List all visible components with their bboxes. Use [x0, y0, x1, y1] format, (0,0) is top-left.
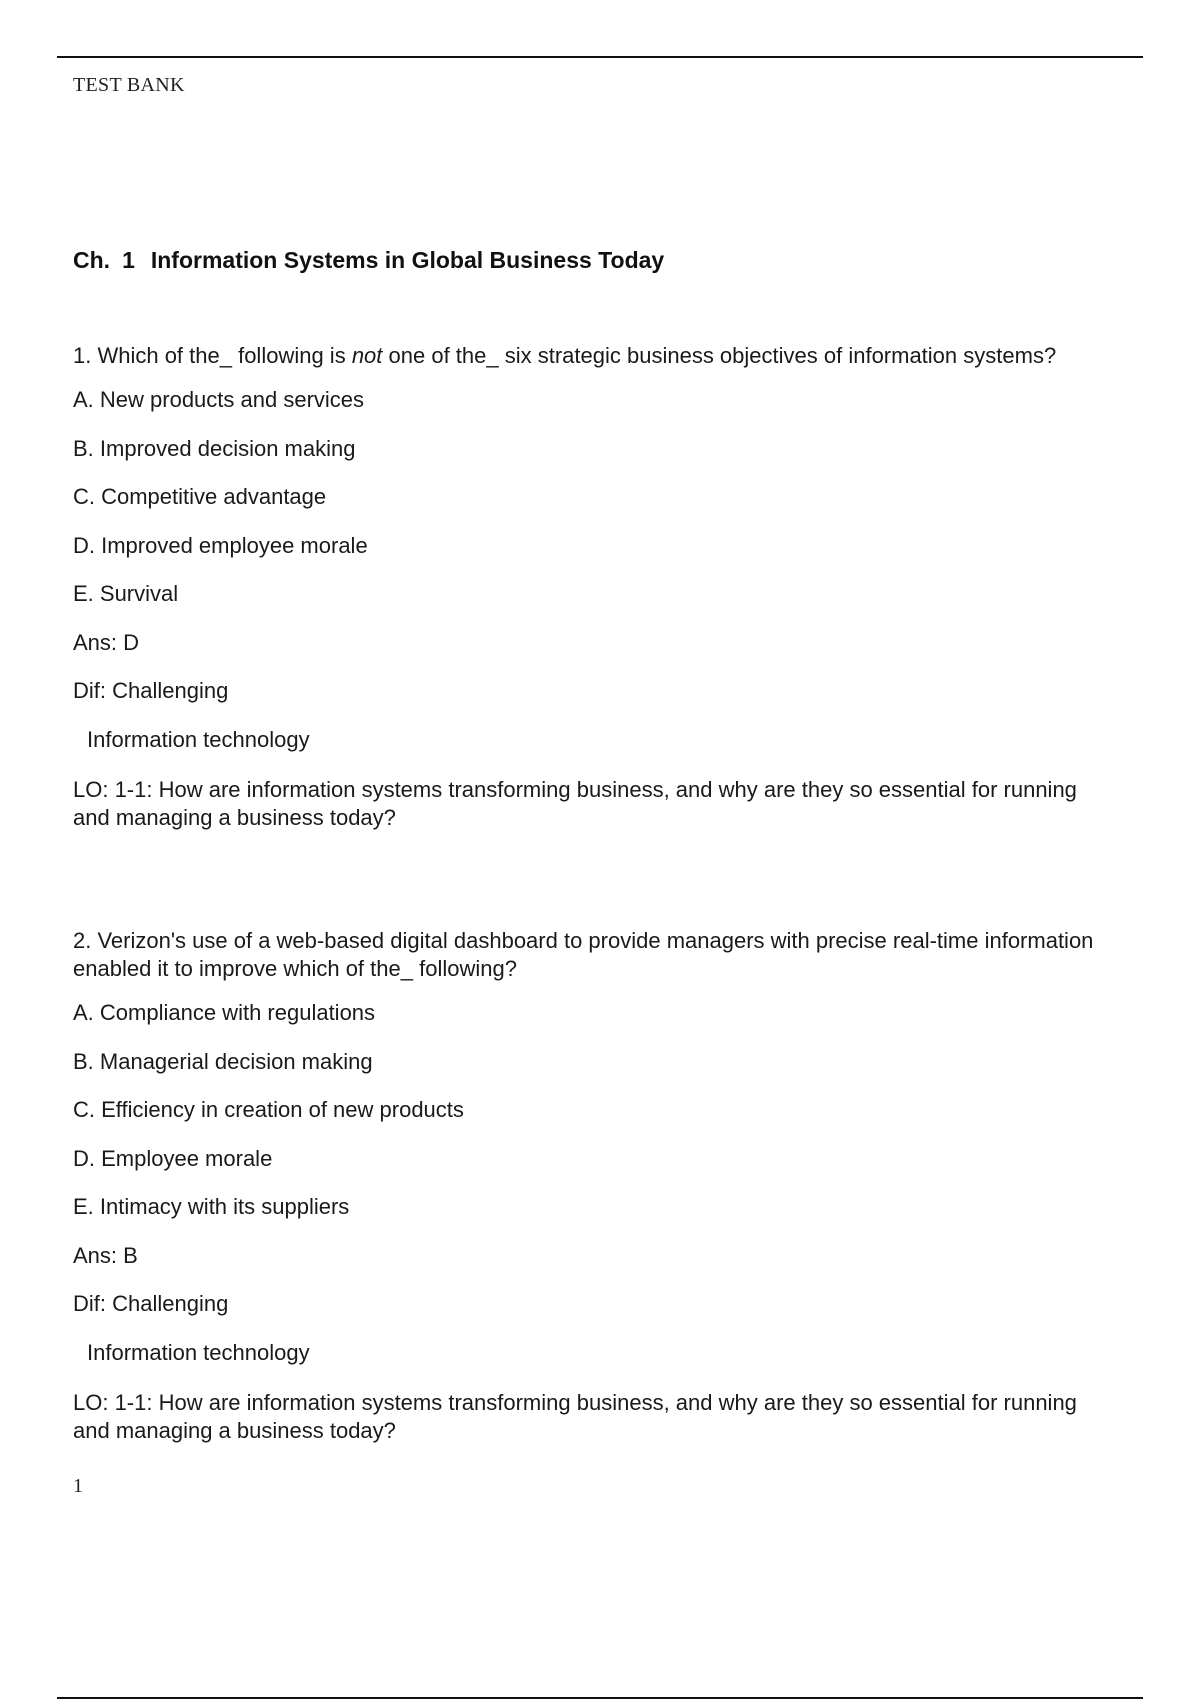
- topic: Information technology: [87, 1339, 310, 1365]
- option-a: A. Compliance with regulations: [73, 1000, 376, 1025]
- stem-emphasis: not: [351, 343, 383, 368]
- difficulty: Dif: Challenging: [73, 678, 229, 703]
- footer-rule: [57, 1697, 1143, 1699]
- learning-objective: LO: 1-1: How are information systems transforming business, and why are they so essential for running and managing a business today?: [73, 1390, 1077, 1443]
- question-1: [73, 342, 1113, 832]
- option-e: E. Survival: [73, 581, 179, 606]
- topic: Information technology: [87, 726, 310, 752]
- question-stem: 1. Which of the_ following is not one of the_ six strategic business objectives of information systems?: [73, 343, 1057, 368]
- chapter-name: Information Systems in Global Business Today: [150, 247, 665, 273]
- chapter-prefix: Ch.: [73, 247, 111, 273]
- answer: Ans: B: [73, 1242, 138, 1268]
- option-c: C. Efficiency in creation of new products: [73, 1097, 464, 1122]
- option-a: A. New products and services: [73, 387, 365, 412]
- chapter-title: [73, 247, 664, 274]
- header-rule: [57, 56, 1143, 58]
- learning-objective: LO: 1-1: How are information systems transforming business, and why are they so essential for running and managing a business today?: [73, 777, 1077, 830]
- option-b: B. Improved decision making: [73, 435, 356, 461]
- question-2: [73, 927, 1113, 1445]
- option-b: B. Managerial decision making: [73, 1048, 373, 1074]
- difficulty: Dif: Challenging: [73, 1291, 229, 1316]
- header-label: TEST BANK: [73, 74, 185, 96]
- option-e: E. Intimacy with its suppliers: [73, 1194, 350, 1219]
- chapter-number: 1: [122, 247, 135, 273]
- question-stem: 2. Verizon's use of a web-based digital dashboard to provide managers with precise real-time information enabled it to improve which of the_ following?: [73, 928, 1094, 981]
- answer: Ans: D: [73, 629, 140, 655]
- option-d: D. Employee morale: [73, 1145, 273, 1171]
- page-number: 1: [73, 1475, 83, 1497]
- option-c: C. Competitive advantage: [73, 484, 327, 509]
- option-d: D. Improved employee morale: [73, 532, 368, 558]
